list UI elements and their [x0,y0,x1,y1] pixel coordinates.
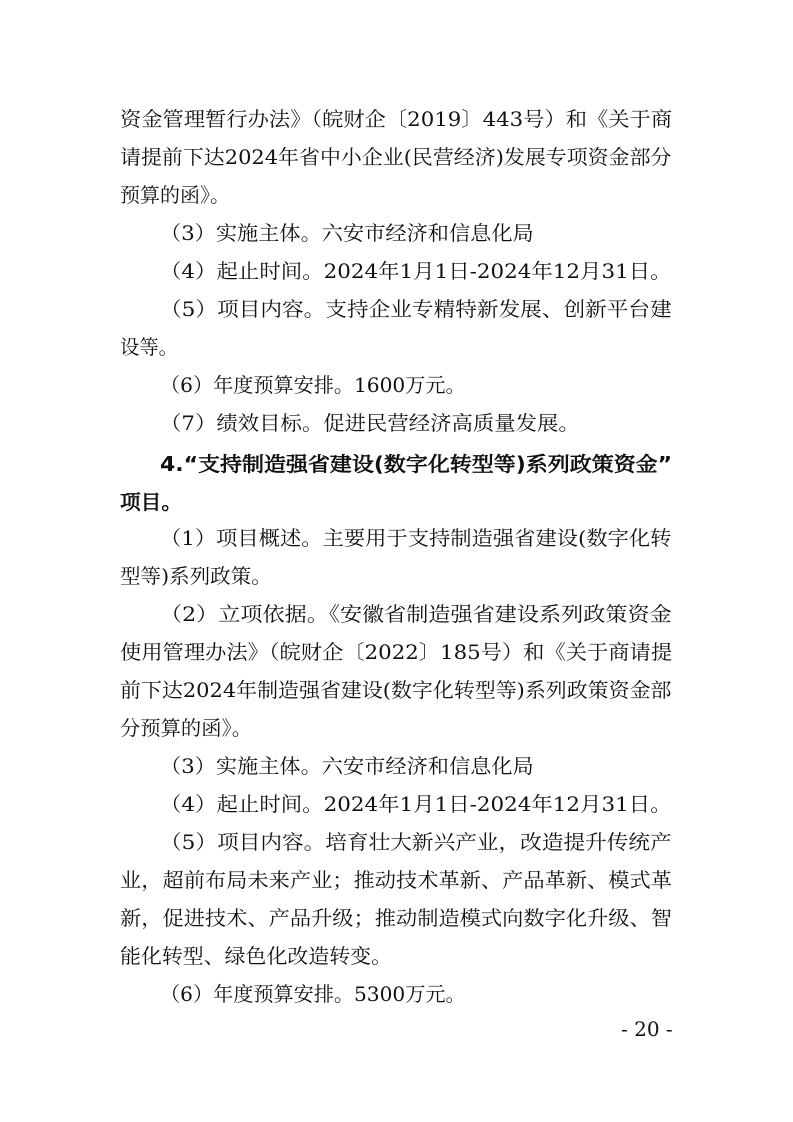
text-line: 能化转型、绿色化改造转变。 [120,944,393,968]
text-line: （2）立项依据。《安徽省制造强省建设系列政策资金 [160,602,672,626]
text-line: 业，超前布局未来产业；推动技术革新、产品革新、模式革 [120,868,672,892]
text-line: （4）起止时间。2024年1月1日-2024年12月31日。 [160,792,672,816]
section-heading: 4.“支持制造强省建设(数字化转型等)系列政策资金” [160,452,673,476]
text-line: （5）项目内容。培育壮大新兴产业，改造提升传统产 [160,830,672,854]
text-line: 资金管理暂行办法》（皖财企〔2019〕443号）和《关于商 [120,107,673,131]
text-line: 预算的函》。 [120,183,230,207]
page-number: - 20 - [621,1017,673,1041]
text-line: 设等。 [120,335,179,359]
text-line: 请提前下达2024年省中小企业(民营经济)发展专项资金部分 [120,145,672,169]
text-line: 分预算的函》。 [120,716,253,740]
text-line: （4）起止时间。2024年1月1日-2024年12月31日。 [160,259,672,283]
text-line: 新，促进技术、产品升级；推动制造模式向数字化升级、智 [120,906,672,930]
text-line: （6）年度预算安排。5300万元。 [160,982,466,1006]
section-heading: 项目。 [120,490,182,514]
text-line: 前下达2024年制造强省建设(数字化转型等)系列政策资金部 [120,678,672,702]
text-line: （7）绩效目标。促进民营经济高质量发展。 [160,411,580,435]
text-line: （6）年度预算安排。1600万元。 [160,373,466,397]
text-line: （5）项目内容。支持企业专精特新发展、创新平台建 [160,297,672,321]
text-line: （3）实施主体。六安市经济和信息化局 [160,221,534,245]
text-line: 型等)系列政策。 [120,564,272,588]
text-line: （3）实施主体。六安市经济和信息化局 [160,754,534,778]
text-line: （1）项目概述。主要用于支持制造强省建设(数字化转 [160,526,672,550]
text-line: 使用管理办法》（皖财企〔2022〕185号）和《关于商请提 [120,640,673,664]
